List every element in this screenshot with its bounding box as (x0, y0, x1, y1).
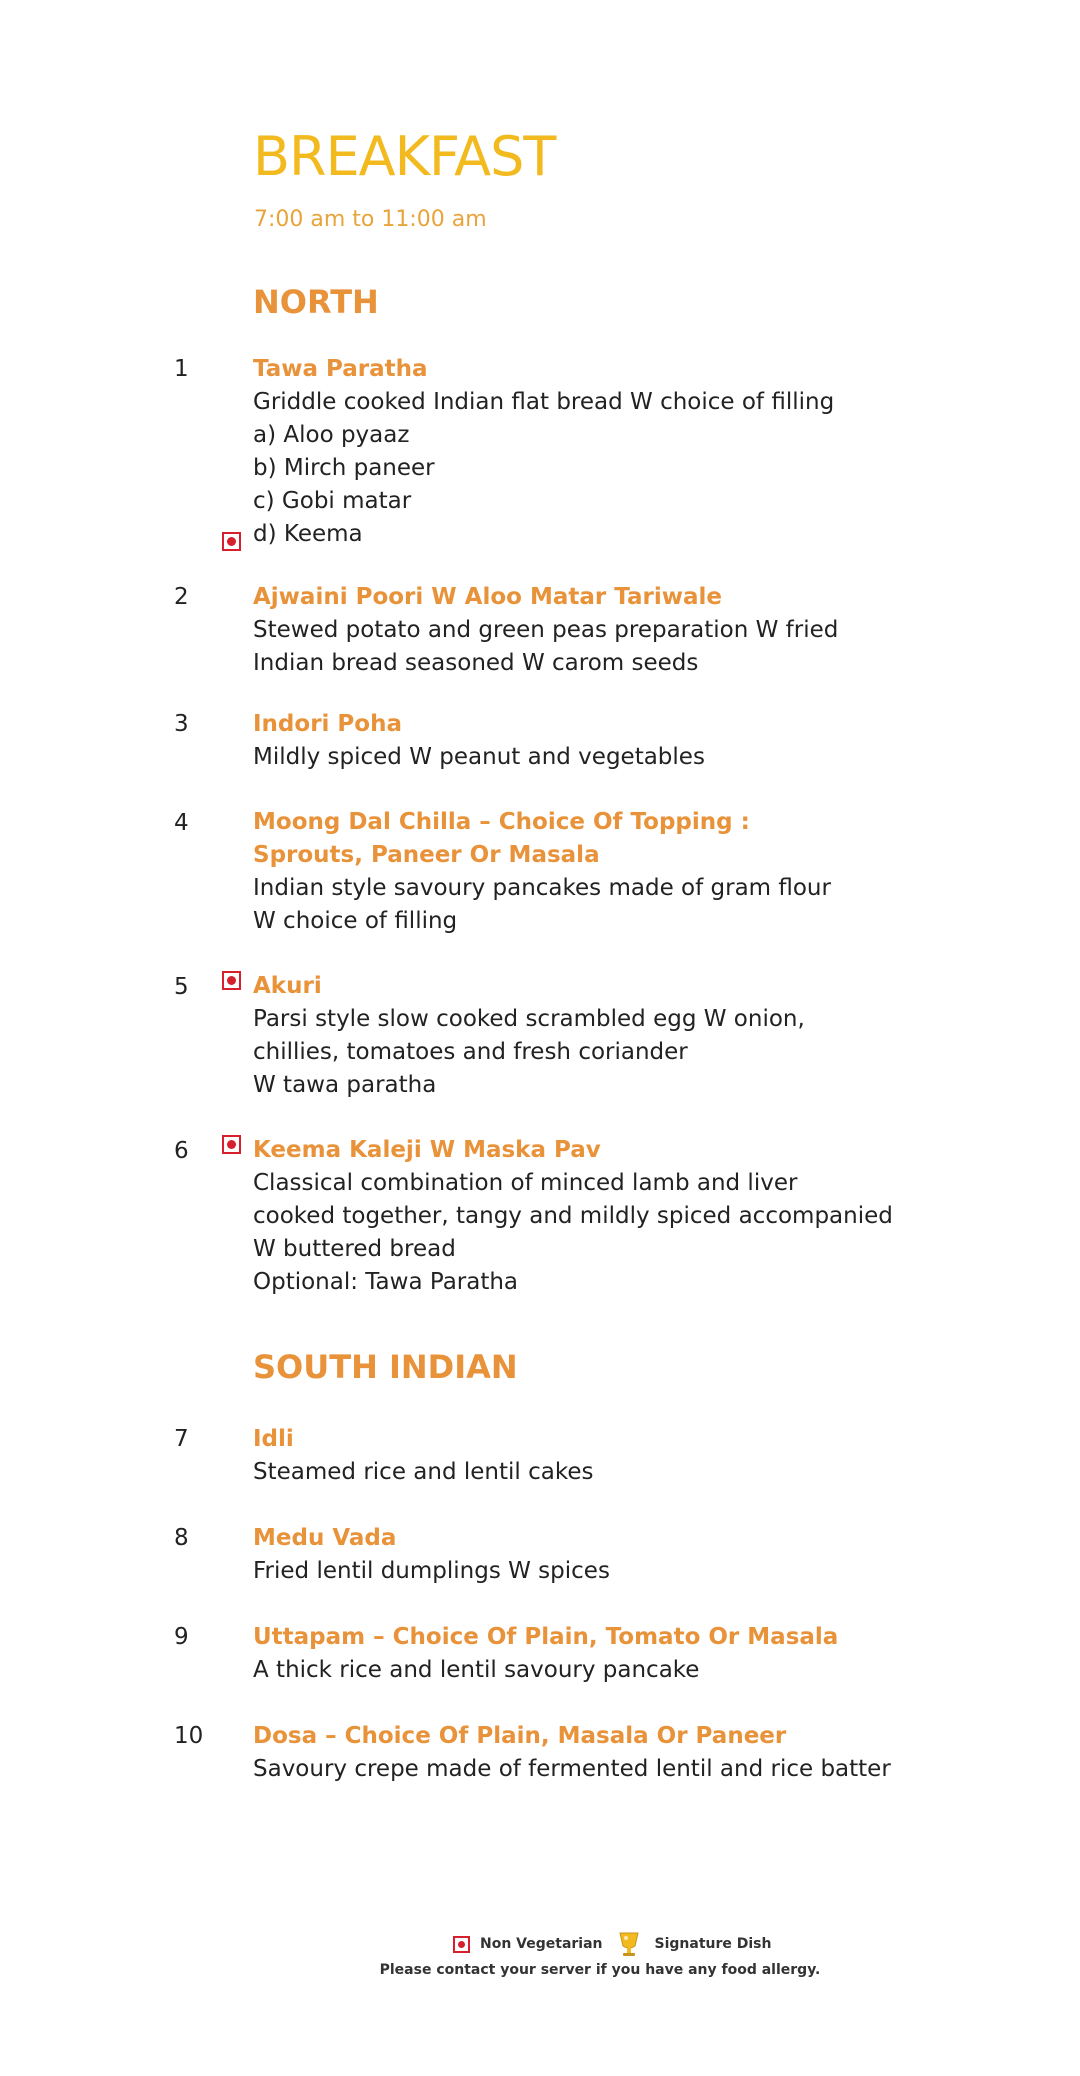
item-description: Fried lentil dumplings W spices (253, 1558, 610, 1584)
item-number: 9 (174, 1624, 189, 1650)
legend-non-veg-label: Non Vegetarian (480, 1936, 603, 1952)
service-hours: 7:00 am to 11:00 am (254, 207, 487, 232)
item-name: Moong Dal Chilla – Choice Of Topping : Sprouts, Paneer Or Masala (253, 809, 750, 868)
item-name: Akuri (253, 973, 322, 999)
item-name: Dosa – Choice Of Plain, Masala Or Paneer (253, 1723, 787, 1749)
item-description: Savoury crepe made of fermented lentil and rice batter (253, 1756, 891, 1782)
non-veg-marker-icon (222, 1135, 241, 1154)
non-veg-marker-icon (222, 971, 241, 990)
non-veg-marker-icon (222, 532, 241, 551)
section-heading-north: NORTH (253, 283, 379, 321)
item-name: Keema Kaleji W Maska Pav (253, 1137, 601, 1163)
signature-dish-icon (617, 1930, 641, 1958)
item-name: Idli (253, 1426, 294, 1452)
item-number: 2 (174, 584, 189, 610)
item-name: Tawa Paratha (253, 356, 428, 382)
legend (453, 1930, 772, 1958)
item-name: Ajwaini Poori W Aloo Matar Tariwale (253, 584, 722, 610)
item-number: 10 (174, 1723, 204, 1749)
item-description: A thick rice and lentil savoury pancake (253, 1657, 700, 1683)
item-description: Stewed potato and green peas preparation W fried Indian bread seasoned W carom seeds (253, 617, 839, 676)
item-number: 5 (174, 974, 189, 1000)
item-number: 6 (174, 1138, 189, 1164)
menu-title: BREAKFAST (253, 125, 556, 188)
allergy-note: Please contact your server if you have any food allergy. (379, 1962, 821, 1978)
item-number: 8 (174, 1525, 189, 1551)
section-heading-south-indian: SOUTH INDIAN (253, 1348, 518, 1386)
item-description: Classical combination of minced lamb and liver cooked together, tangy and mildly spiced accompanied W buttered bread Optional: Tawa Paratha (253, 1170, 893, 1295)
non-veg-marker-icon (453, 1936, 470, 1953)
item-number: 4 (174, 810, 189, 836)
item-description: Steamed rice and lentil cakes (253, 1459, 594, 1485)
item-name: Medu Vada (253, 1525, 397, 1551)
item-description: Indian style savoury pancakes made of gram flour W choice of filling (253, 875, 831, 934)
item-number: 7 (174, 1426, 189, 1452)
item-number: 3 (174, 711, 189, 737)
item-name: Uttapam – Choice Of Plain, Tomato Or Masala (253, 1624, 839, 1650)
item-description: Griddle cooked Indian flat bread W choice of filling a) Aloo pyaaz b) Mirch paneer c) Gobi matar d) Keema (253, 389, 835, 547)
item-name: Indori Poha (253, 711, 402, 737)
item-description: Parsi style slow cooked scrambled egg W onion, chillies, tomatoes and fresh coriander W tawa paratha (253, 1006, 805, 1098)
item-number: 1 (174, 356, 189, 382)
legend-signature-label: Signature Dish (654, 1936, 772, 1952)
item-description: Mildly spiced W peanut and vegetables (253, 744, 705, 770)
